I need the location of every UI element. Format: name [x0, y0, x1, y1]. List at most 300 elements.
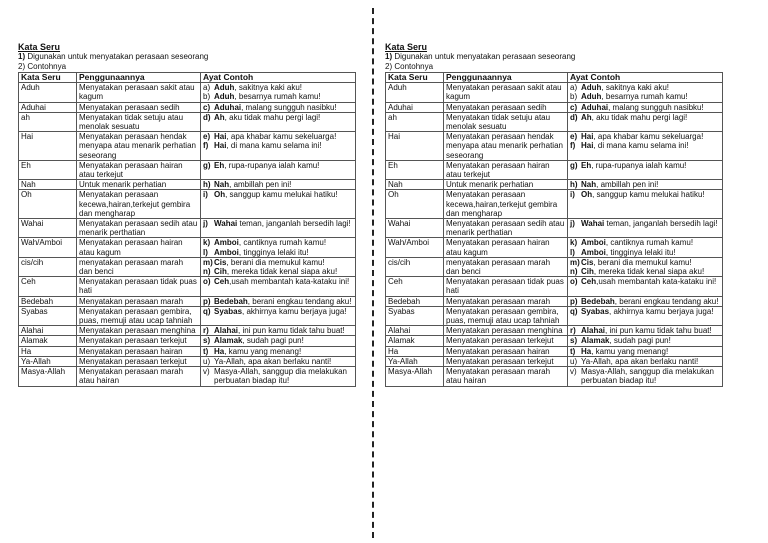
example-keyword: Aduh [214, 83, 235, 93]
example-letter: q) [203, 306, 211, 316]
kata-seru-cell: ah [386, 112, 444, 131]
kata-seru-cell: Alahai [386, 326, 444, 336]
example-sentence [203, 161, 353, 170]
example-text: , tingginya lelaki itu! [605, 247, 676, 257]
example-keyword: Alamak [581, 336, 610, 346]
example-text: , cantiknya rumah kamu! [238, 238, 327, 248]
example-text: Ya-Allah, apa akan berlaku nanti! [214, 356, 332, 366]
kata-seru-cell: Wah/Amboi [19, 238, 77, 257]
example-letter: a) [203, 83, 211, 93]
usage-cell: Menyatakan perasaan gembira, puas, memuji atau ucap tahniah [444, 306, 568, 325]
column-header: Kata Seru [19, 73, 77, 83]
table-row [386, 190, 723, 219]
example-letter: r) [570, 326, 576, 336]
example-letter: u) [203, 356, 211, 366]
example-sentence [570, 132, 720, 141]
example-text: , sudah pagi pun! [242, 336, 304, 346]
example-text: , apa khabar kamu sekeluarga! [593, 132, 704, 142]
example-cell [568, 83, 723, 102]
example-keyword: Cih [581, 267, 594, 277]
example-sentence [570, 367, 720, 385]
usage-cell: Menyatakan perasaan marah [444, 296, 568, 306]
usage-cell: Menyatakan perasaan sakit atau kagum [77, 83, 201, 102]
usage-cell: Menyatakan perasaan hairan atau terkejut [77, 160, 201, 179]
example-text: , kamu yang menang! [224, 346, 302, 356]
example-letter: i) [570, 190, 575, 200]
usage-cell: Menyatakan perasaan marah atau hairan [77, 367, 201, 386]
table-row [386, 306, 723, 325]
usage-cell: Menyatakan perasaan sedih [444, 102, 568, 112]
usage-cell: menyatakan perasaan marah dan benci [77, 257, 201, 276]
example-keyword: Aduh [214, 92, 235, 102]
column-header: Ayat Contoh [201, 73, 356, 83]
example-cell [201, 356, 356, 366]
example-letter: j) [570, 219, 575, 229]
example-sentence [203, 267, 353, 276]
usage-cell: Menyatakan tidak setuju atau menolak sesuatu [444, 112, 568, 131]
example-sentence [203, 347, 353, 356]
example-letter: d) [203, 112, 211, 122]
example-keyword: Aduhai [581, 102, 609, 112]
example-text: , akhirnya kamu berjaya juga! [242, 306, 347, 316]
example-keyword: Eh [581, 160, 592, 170]
example-keyword: Amboi [214, 238, 239, 248]
kata-seru-cell: Ya-Allah [19, 356, 77, 366]
example-letter: v) [570, 367, 577, 377]
usage-cell: Menyatakan perasaan marah [77, 296, 201, 306]
kata-seru-cell: Masya-Allah [386, 367, 444, 386]
table-row [19, 112, 356, 131]
example-keyword: Alahai [214, 326, 239, 336]
example-keyword: Ceh [214, 277, 230, 287]
example-text: , malang sungguh nasibku! [608, 102, 704, 112]
table-row [386, 326, 723, 336]
table-row [386, 336, 723, 346]
example-sentence [570, 92, 720, 101]
intro-line-1: 1) Digunakan untuk menyatakan perasaan seseorang [18, 52, 209, 61]
kata-seru-cell: Aduhai [19, 102, 77, 112]
kata-seru-cell: Ceh [19, 277, 77, 296]
example-cell [201, 277, 356, 296]
example-keyword: Hai [581, 132, 594, 142]
example-sentence [203, 336, 353, 345]
example-letter: n) [203, 267, 211, 277]
example-keyword: Bedebah [581, 296, 615, 306]
kata-seru-cell: Alamak [386, 336, 444, 346]
example-cell [568, 336, 723, 346]
example-text: , sanggup kamu melukai hatiku! [225, 190, 338, 200]
example-keyword: Wahai [581, 219, 605, 229]
kata-seru-cell: cis/cih [386, 257, 444, 276]
usage-cell: Menyatakan perasaan kecewa,hairan,terkejut gembira dan mengharap [77, 190, 201, 219]
example-cell [201, 257, 356, 276]
example-letter: c) [203, 102, 211, 112]
example-letter: t) [570, 346, 576, 356]
usage-cell: Menyatakan perasaan terkejut [444, 336, 568, 346]
example-sentence [203, 248, 353, 257]
doc-title: Kata Seru [18, 42, 61, 52]
example-letter: d) [570, 112, 578, 122]
example-sentence [203, 92, 353, 101]
example-cell [568, 219, 723, 238]
example-keyword: Syabas [581, 306, 610, 316]
example-letter: h) [203, 180, 211, 190]
example-cell [568, 367, 723, 386]
example-letter: e) [570, 132, 578, 142]
usage-cell: Untuk menarik perhatian [77, 180, 201, 190]
example-letter: q) [570, 306, 578, 316]
example-cell [568, 190, 723, 219]
example-text: , berani dia memukul kamu! [226, 257, 325, 267]
column-header: Kata Seru [386, 73, 444, 83]
example-text: , sanggup kamu melukai hatiku! [592, 190, 705, 200]
example-text: , besarnya rumah kamu! [601, 92, 688, 102]
kata-seru-cell: Ya-Allah [386, 356, 444, 366]
kata-seru-cell: Alahai [19, 326, 77, 336]
usage-cell: Menyatakan perasaan menghina [77, 326, 201, 336]
example-sentence [203, 141, 353, 150]
example-letter: n) [570, 267, 578, 277]
example-keyword: Nah [581, 180, 597, 190]
example-cell [568, 112, 723, 131]
example-letter: h) [570, 180, 578, 190]
kata-seru-cell: Wahai [19, 219, 77, 238]
example-keyword: Amboi [581, 238, 606, 248]
example-sentence [570, 326, 720, 335]
example-keyword: Amboi [214, 247, 239, 257]
doc-title: Kata Seru [385, 42, 428, 52]
kata-seru-table [385, 72, 723, 387]
table-row [386, 367, 723, 386]
table-row [386, 112, 723, 131]
example-cell [201, 132, 356, 161]
example-keyword: Aduh [581, 83, 602, 93]
example-keyword: Cih [214, 267, 227, 277]
kata-seru-cell: Bedebah [19, 296, 77, 306]
example-sentence [570, 141, 720, 150]
kata-seru-cell: Eh [386, 160, 444, 179]
example-cell [201, 336, 356, 346]
example-text: , berani engkau tendang aku! [247, 296, 352, 306]
column-header: Penggunaannya [77, 73, 201, 83]
example-text: , besarnya rumah kamu! [234, 92, 321, 102]
dashed-divider [372, 8, 374, 538]
example-cell [201, 160, 356, 179]
example-letter: b) [203, 92, 211, 102]
table-row [386, 356, 723, 366]
example-text: , rupa-rupanya ialah kamu! [224, 160, 320, 170]
table-row [386, 296, 723, 306]
example-keyword: Wahai [214, 219, 238, 229]
example-sentence [203, 219, 353, 228]
table-row [19, 326, 356, 336]
example-keyword: Cis [214, 257, 227, 267]
example-letter: j) [203, 219, 208, 229]
example-sentence [570, 297, 720, 306]
example-sentence [570, 219, 720, 228]
example-cell [568, 306, 723, 325]
usage-cell: Menyatakan perasaan kecewa,hairan,terkejut gembira dan mengharap [444, 190, 568, 219]
example-sentence [203, 367, 353, 385]
table-row [386, 160, 723, 179]
usage-cell: Menyatakan perasaan terkejut [77, 336, 201, 346]
example-sentence [203, 180, 353, 189]
kata-seru-cell: Aduh [386, 83, 444, 102]
example-text: Masya-Allah, sanggup dia melakukan perbuatan biadap itu! [214, 367, 347, 386]
example-keyword: Ha [581, 346, 592, 356]
usage-cell: Menyatakan perasaan sakit atau kagum [444, 83, 568, 102]
example-sentence [570, 307, 720, 316]
example-text: Masya-Allah, sanggup dia melakukan perbuatan biadap itu! [581, 367, 714, 386]
kata-seru-cell: Ha [19, 346, 77, 356]
example-text: , aku tidak mahu pergi lagi! [591, 112, 688, 122]
usage-cell: Menyatakan perasaan terkejut [77, 356, 201, 366]
example-letter: t) [203, 346, 209, 356]
example-text: teman, janganlah bersedih lagi! [604, 219, 718, 229]
example-letter: o) [570, 277, 578, 287]
example-text: , mereka tidak kenal siapa aku! [226, 267, 338, 277]
example-sentence [570, 103, 720, 112]
example-keyword: Alamak [214, 336, 243, 346]
table-row [19, 306, 356, 325]
example-sentence [570, 336, 720, 345]
example-letter: o) [203, 277, 211, 287]
table-row [19, 257, 356, 276]
kata-seru-cell: cis/cih [19, 257, 77, 276]
kata-seru-cell: Wah/Amboi [386, 238, 444, 257]
example-letter: l) [203, 247, 208, 257]
example-text: , ini pun kamu tidak tahu buat! [605, 326, 712, 336]
example-cell [201, 180, 356, 190]
right-page [385, 42, 722, 387]
example-sentence [570, 258, 720, 267]
example-sentence [570, 347, 720, 356]
usage-cell: Menyatakan perasaan sedih [77, 102, 201, 112]
column-header: Penggunaannya [444, 73, 568, 83]
example-cell [568, 132, 723, 161]
example-cell [201, 190, 356, 219]
usage-cell: Menyatakan perasaan hairan [77, 346, 201, 356]
usage-cell: Menyatakan perasaan hairan atau terkejut [444, 160, 568, 179]
example-letter: s) [570, 336, 578, 346]
kata-seru-cell: Nah [386, 180, 444, 190]
example-letter: p) [203, 296, 211, 306]
example-cell [568, 102, 723, 112]
usage-cell: Menyatakan perasaan hairan [444, 346, 568, 356]
example-text: , di mana kamu selama ini! [593, 141, 689, 151]
kata-seru-cell: Bedebah [386, 296, 444, 306]
example-cell [201, 346, 356, 356]
example-sentence [570, 190, 720, 199]
usage-cell: Menyatakan perasaan tidak puas hati [77, 277, 201, 296]
table-row [386, 102, 723, 112]
example-text: , rupa-rupanya ialah kamu! [591, 160, 687, 170]
table-row [386, 277, 723, 296]
example-text: , sudah pagi pun! [609, 336, 671, 346]
intro-line-2: 2) Contohnya [18, 61, 67, 71]
kata-seru-cell: Masya-Allah [19, 367, 77, 386]
example-keyword: Hai [581, 141, 594, 151]
example-sentence [570, 267, 720, 276]
example-sentence [203, 297, 353, 306]
example-cell [568, 257, 723, 276]
example-letter: i) [203, 190, 208, 200]
kata-seru-cell: Aduh [19, 83, 77, 102]
example-keyword: Bedebah [214, 296, 248, 306]
table-row [386, 219, 723, 238]
kata-seru-cell: Oh [19, 190, 77, 219]
kata-seru-cell: Hai [386, 132, 444, 161]
example-sentence [203, 277, 353, 286]
usage-cell: Menyatakan perasaan hairan atau kagum [77, 238, 201, 257]
usage-cell: Menyatakan perasaan marah atau hairan [444, 367, 568, 386]
example-sentence [570, 238, 720, 247]
table-row [19, 160, 356, 179]
example-sentence [203, 190, 353, 199]
usage-cell: Untuk menarik perhatian [444, 180, 568, 190]
example-text: , berani engkau tendang aku! [614, 296, 719, 306]
kata-seru-cell: Alamak [19, 336, 77, 346]
example-sentence [203, 132, 353, 141]
usage-cell: Menyatakan perasaan terkejut [444, 356, 568, 366]
example-text: , mereka tidak kenal siapa aku! [593, 267, 705, 277]
example-letter: f) [570, 141, 576, 151]
example-keyword: Oh [581, 190, 593, 200]
column-header: Ayat Contoh [568, 73, 723, 83]
example-keyword: Ah [214, 112, 225, 122]
example-text: , sakitnya kaki aku! [601, 83, 670, 93]
table-row [386, 346, 723, 356]
example-keyword: Eh [214, 160, 225, 170]
example-text: , ambillah pen ini! [596, 180, 659, 190]
table-row [386, 83, 723, 102]
table-row [19, 346, 356, 356]
example-sentence [570, 161, 720, 170]
usage-cell: Menyatakan perasaan sedih atau menarik perthatian [444, 219, 568, 238]
kata-seru-cell: Ceh [386, 277, 444, 296]
kata-seru-cell: Syabas [386, 306, 444, 325]
table-row [19, 277, 356, 296]
example-letter: f) [203, 141, 209, 151]
kata-seru-cell: Wahai [386, 219, 444, 238]
example-letter: v) [203, 367, 210, 377]
table-row [19, 180, 356, 190]
kata-seru-cell: Oh [386, 190, 444, 219]
example-letter: g) [570, 160, 578, 170]
example-text: , akhirnya kamu berjaya juga! [609, 306, 714, 316]
usage-cell: Menyatakan perasaan sedih atau menarik perthatian [77, 219, 201, 238]
example-letter: r) [203, 326, 209, 336]
example-sentence [203, 326, 353, 335]
example-letter: s) [203, 336, 211, 346]
table-row [19, 219, 356, 238]
intro-line-2: 2) Contohnya [385, 61, 434, 71]
example-text: ,usah membantah kata-kataku ini! [596, 277, 717, 287]
table-row [19, 296, 356, 306]
table-row [386, 238, 723, 257]
example-text: , apa khabar kamu sekeluarga! [226, 132, 337, 142]
usage-cell: Menyatakan perasaan hendak menyapa atau menarik perhatian seseorang [77, 132, 201, 161]
table-row [19, 367, 356, 386]
example-sentence [203, 238, 353, 247]
example-text: , malang sungguh nasibku! [241, 102, 337, 112]
example-cell [201, 238, 356, 257]
example-cell [568, 160, 723, 179]
left-page [18, 42, 355, 387]
table-row [19, 132, 356, 161]
usage-cell: Menyatakan tidak setuju atau menolak sesuatu [77, 112, 201, 131]
usage-cell: Menyatakan perasaan hendak menyapa atau menarik perhatian seseorang [444, 132, 568, 161]
example-keyword: Ha [214, 346, 225, 356]
example-sentence [570, 277, 720, 286]
example-cell [568, 296, 723, 306]
example-letter: g) [203, 160, 211, 170]
example-text: ,usah membantah kata-kataku ini! [229, 277, 350, 287]
example-letter: k) [570, 238, 578, 248]
table-row [386, 180, 723, 190]
example-keyword: Ceh [581, 277, 597, 287]
example-cell [568, 356, 723, 366]
example-keyword: Aduh [581, 92, 602, 102]
usage-cell: Menyatakan perasaan gembira, puas, memuji atau ucap tahniah [77, 306, 201, 325]
example-cell [201, 102, 356, 112]
kata-seru-cell: Eh [19, 160, 77, 179]
example-text: Ya-Allah, apa akan berlaku nanti! [581, 356, 699, 366]
table-row [19, 83, 356, 102]
example-keyword: Aduhai [214, 102, 242, 112]
example-sentence [570, 248, 720, 257]
example-letter: b) [570, 92, 578, 102]
example-letter: p) [570, 296, 578, 306]
example-keyword: Amboi [581, 247, 606, 257]
example-sentence [203, 83, 353, 92]
example-cell [568, 277, 723, 296]
usage-cell: Menyatakan perasaan hairan atau kagum [444, 238, 568, 257]
usage-cell: Menyatakan perasaan menghina [444, 326, 568, 336]
usage-cell: menyatakan perasaan marah dan benci [444, 257, 568, 276]
example-cell [568, 346, 723, 356]
table-row [386, 132, 723, 161]
example-keyword: Alahai [581, 326, 606, 336]
example-cell [201, 296, 356, 306]
example-cell [568, 326, 723, 336]
example-text: teman, janganlah bersedih lagi! [237, 219, 351, 229]
example-cell [201, 306, 356, 325]
example-text: , di mana kamu selama ini! [226, 141, 322, 151]
example-letter: a) [570, 83, 578, 93]
example-keyword: Hai [214, 132, 227, 142]
example-cell [201, 83, 356, 102]
usage-cell: Menyatakan perasaan tidak puas hati [444, 277, 568, 296]
example-sentence [570, 357, 720, 366]
kata-seru-cell: Nah [19, 180, 77, 190]
example-sentence [203, 113, 353, 122]
kata-seru-cell: Ha [386, 346, 444, 356]
example-keyword: Ah [581, 112, 592, 122]
table-row [19, 190, 356, 219]
example-text: , ini pun kamu tidak tahu buat! [238, 326, 345, 336]
table-row [19, 102, 356, 112]
table-row [19, 356, 356, 366]
example-letter: k) [203, 238, 211, 248]
example-sentence [570, 180, 720, 189]
example-text: , aku tidak mahu pergi lagi! [224, 112, 321, 122]
kata-seru-cell: Aduhai [386, 102, 444, 112]
example-sentence [203, 258, 353, 267]
example-sentence [203, 103, 353, 112]
table-row [19, 336, 356, 346]
example-text: , ambillah pen ini! [229, 180, 292, 190]
